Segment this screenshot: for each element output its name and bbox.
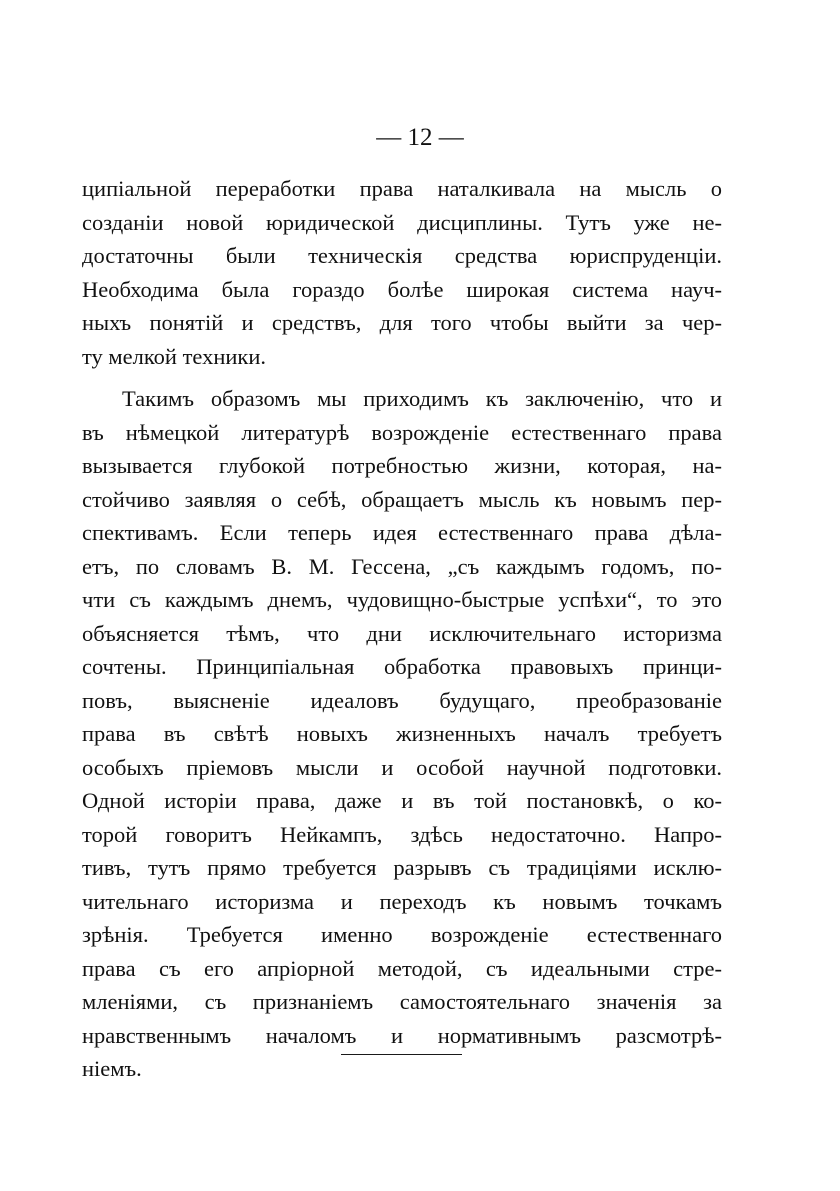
text-line: ніемъ. <box>82 1056 142 1081</box>
text-line: ципіальной переработки права наталкивала на мысль о <box>82 176 722 201</box>
paragraph-gap <box>82 373 722 382</box>
text-line: достаточны были техническія средства юриспруденціи. <box>82 243 722 268</box>
text-line: сочтены. Принципіальная обработка правовыхъ принци- <box>82 654 722 679</box>
text-line: объясняется тѣмъ, что дни исключительнаго историзма <box>82 620 722 646</box>
text-line: тивъ, тутъ прямо требуется разрывъ съ традиціями исклю- <box>82 855 722 880</box>
text-line: зрѣнія. Требуется именно возрожденіе естественнаго <box>82 922 722 947</box>
text-line: Такимъ образомъ мы приходимъ къ заключенію, что и <box>122 386 722 411</box>
text-line: повъ, выясненіе идеаловъ будущаго, преобразованіе <box>82 687 722 713</box>
text-line: ту мелкой техники. <box>82 343 267 369</box>
text-line: чти съ каждымъ днемъ, чудовищно-быстрые успѣхи“, то это <box>82 587 722 612</box>
section-end-rule <box>341 1054 462 1055</box>
text-line: Необходима была гораздо болѣе широкая система науч- <box>82 276 722 302</box>
text-line: вызывается глубокой потребностью жизни, которая, на- <box>82 453 722 478</box>
text-line: етъ, по словамъ В. М. Гессена, „съ каждымъ годомъ, по- <box>82 553 722 579</box>
text-line: особыхъ пріемовъ мысли и особой научной подготовки. <box>82 754 722 780</box>
text-line: Одной исторіи права, даже и въ той постановкѣ, о ко- <box>82 788 722 813</box>
page-number: — 12 — <box>376 124 464 151</box>
text-line: спективамъ. Если теперь идея естественнаго права дѣла- <box>82 520 722 545</box>
text-line: въ нѣмецкой литературѣ возрожденіе естественнаго права <box>82 419 722 445</box>
text-line: стойчиво заявляя о себѣ, обращаетъ мысль къ новымъ пер- <box>82 486 722 512</box>
paragraph-2 <box>82 382 722 1086</box>
text-line: права съ его апріорной методой, съ идеальными стре- <box>82 955 722 981</box>
text-line: нравственнымъ началомъ и нормативнымъ разсмотрѣ- <box>82 1022 722 1048</box>
text-line: созданіи новой юридической дисциплины. Тутъ уже не- <box>82 209 722 235</box>
text-line: торой говоритъ Нейкампъ, здѣсь недостаточно. Напро- <box>82 821 722 847</box>
text-line: ныхъ понятій и средствъ, для того чтобы выйти за чер- <box>82 310 722 335</box>
text-line: права въ свѣтѣ новыхъ жизненныхъ началъ требуетъ <box>82 721 722 746</box>
text-line: мленіями, съ признаніемъ самостоятельнаго значенія за <box>82 989 722 1014</box>
text-line: чительнаго историзма и переходъ къ новымъ точкамъ <box>82 888 722 914</box>
paragraph-1 <box>82 172 722 373</box>
body-text <box>82 172 722 1086</box>
